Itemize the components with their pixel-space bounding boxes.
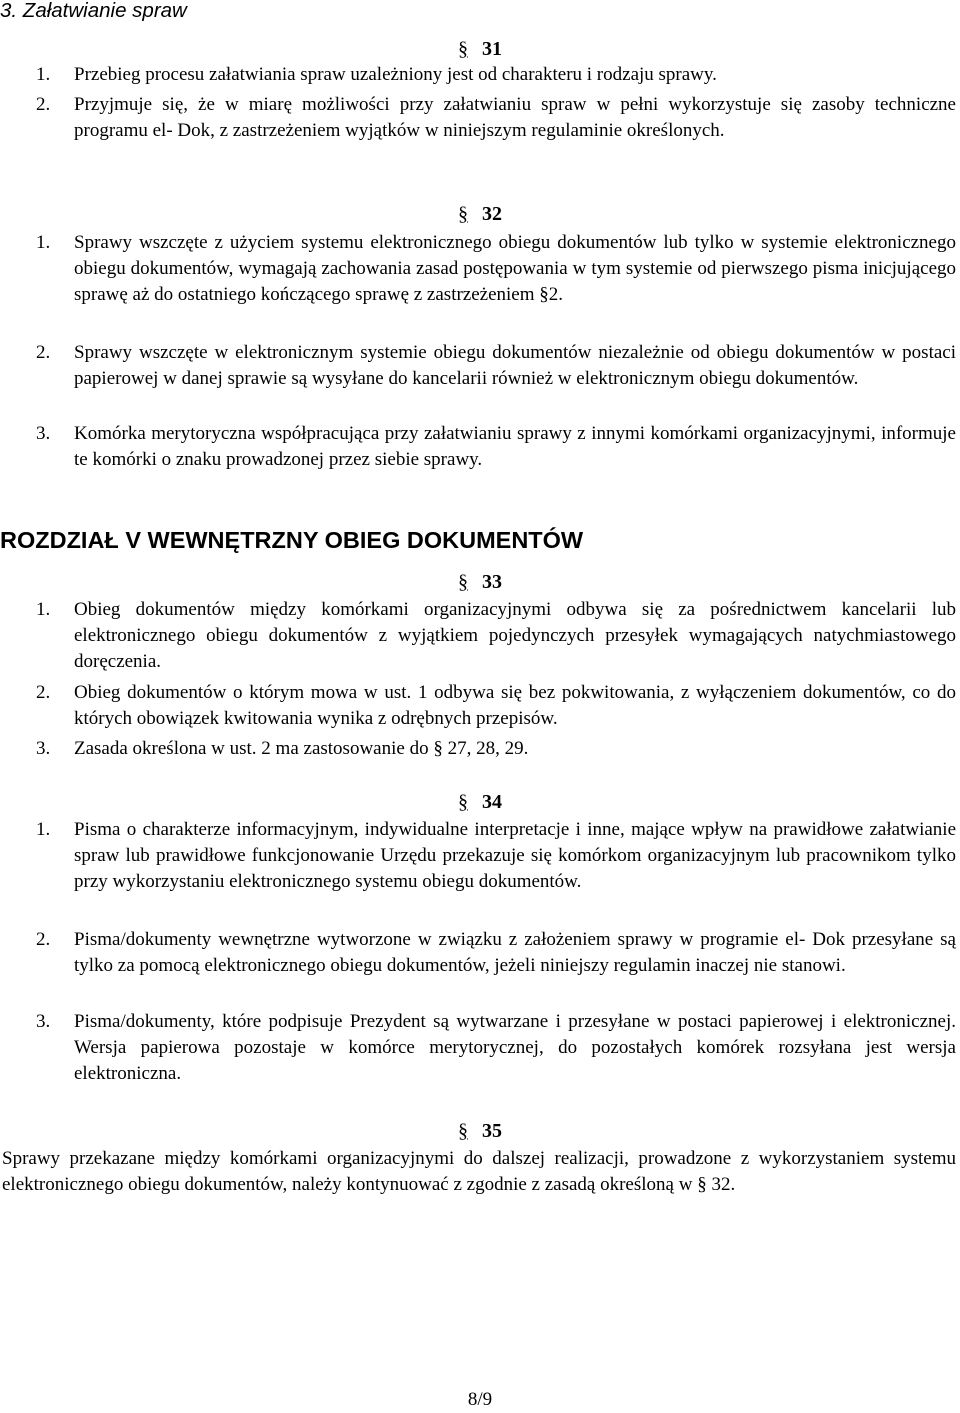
item-text: Zasada określona w ust. 2 ma zastosowanie do § 27, 28, 29. xyxy=(74,738,529,759)
paragraph-number: 31 xyxy=(482,38,502,60)
list-item xyxy=(36,421,956,473)
section-sign: § xyxy=(458,571,468,593)
chapter-heading: ROZDZIAŁ V WEWNĘTRZNY OBIEG DOKUMENTÓW xyxy=(0,527,584,553)
item-text: Pisma/dokumenty, które podpisuje Prezydent są wytwarzane i przesyłane w postaci papierowej i elektronicznej. Wersja papierowa pozostaje w komórce merytorycznej, do pozostałych komórek rozsyłana jest wersja elektroniczna. xyxy=(74,1011,956,1084)
item-number: 1. xyxy=(36,599,51,620)
item-text: Przebieg procesu załatwiania spraw uzależniony jest od charakteru i rodzaju sprawy. xyxy=(74,64,717,85)
paragraph-34-mark xyxy=(0,789,960,815)
list-item xyxy=(36,927,956,979)
item-number: 3. xyxy=(36,1011,51,1032)
list-item xyxy=(36,1009,956,1087)
paragraph-32-mark xyxy=(0,201,960,227)
list-item xyxy=(36,340,956,392)
section-sign: § xyxy=(458,38,468,60)
paragraph-35-text: Sprawy przekazane między komórkami organizacyjnymi do dalszej realizacji, prowadzone z wykorzystaniem systemu elektronicznego obiegu dokumentów, należy kontynuować z zgodnie z zasadą określoną w § 32. xyxy=(2,1148,956,1195)
page-number: 8/9 xyxy=(467,1389,493,1410)
paragraph-35-mark xyxy=(0,1118,960,1144)
item-text: Obieg dokumentów między komórkami organizacyjnymi odbywa się za pośrednictwem kancelarii lub elektronicznego obiegu dokumentów z wyjątkiem pojedynczych przesyłek wymagających natychmiastowego doręczenia. xyxy=(74,599,956,672)
paragraph-number: 34 xyxy=(482,791,502,813)
item-number: 1. xyxy=(36,64,51,85)
section-sign: § xyxy=(458,1120,468,1142)
item-number: 2. xyxy=(36,342,51,363)
item-number: 2. xyxy=(36,682,51,703)
list-item xyxy=(36,62,956,88)
paragraph-number: 32 xyxy=(482,203,502,225)
paragraph-number: 33 xyxy=(482,571,502,593)
item-number: 1. xyxy=(36,232,51,253)
item-number: 2. xyxy=(36,94,51,115)
item-text: Sprawy wszczęte w elektronicznym systemie obiegu dokumentów niezależnie od obiegu dokumentów w postaci papierowej w danej sprawie są wysyłane do kancelarii również w elektronicznym obiegu dokumentów. xyxy=(74,342,956,389)
list-item xyxy=(36,817,956,895)
list-item xyxy=(36,92,956,144)
list-item xyxy=(36,597,956,675)
item-number: 2. xyxy=(36,929,51,950)
paragraph-number: 35 xyxy=(482,1120,502,1142)
paragraph-33-mark xyxy=(0,569,960,595)
item-text: Pisma/dokumenty wewnętrzne wytworzone w związku z założeniem sprawy w programie el- Dok przesyłane są tylko za pomocą elektronicznego obiegu dokumentów, jeżeli niniejszy regulamin inaczej nie stanowi. xyxy=(74,929,956,976)
item-number: 1. xyxy=(36,819,51,840)
item-text: Obieg dokumentów o którym mowa w ust. 1 odbywa się bez pokwitowania, z wyłączeniem dokumentów, co do których obowiązek kwitowania wynika z odrębnych przepisów. xyxy=(74,682,956,729)
section-heading: 3. Załatwianie spraw xyxy=(0,0,187,22)
item-text: Komórka merytoryczna współpracująca przy załatwianiu sprawy z innymi komórkami organizacyjnymi, informuje te komórki o znaku prowadzonej przez siebie sprawy. xyxy=(74,423,956,470)
section-sign: § xyxy=(458,203,468,225)
paragraph-31-mark xyxy=(0,36,960,62)
list-item xyxy=(36,736,956,762)
item-number: 3. xyxy=(36,423,51,444)
list-item xyxy=(36,680,956,732)
item-number: 3. xyxy=(36,738,51,759)
item-text: Przyjmuje się, że w miarę możliwości przy załatwianiu spraw w pełni wykorzystuje się zasoby techniczne programu el- Dok, z zastrzeżeniem wyjątków w niniejszym regulaminie określonych. xyxy=(74,94,956,141)
item-text: Sprawy wszczęte z użyciem systemu elektronicznego obiegu dokumentów lub tylko w systemie elektronicznego obiegu dokumentów, wymagają zachowania zasad postępowania w tym systemie od pierwszego pisma inicjującego sprawę aż do ostatniego kończącego sprawę z zastrzeżeniem §2. xyxy=(74,232,956,305)
list-item xyxy=(36,230,956,308)
item-text: Pisma o charakterze informacyjnym, indywidualne interpretacje i inne, mające wpływ na prawidłowe załatwianie spraw lub prawidłowe funkcjonowanie Urzędu przekazuje się komórkom organizacyjnym lub pracownikom tylko przy wykorzystaniu elektronicznego systemu obiegu dokumentów. xyxy=(74,819,956,892)
section-sign: § xyxy=(458,791,468,813)
